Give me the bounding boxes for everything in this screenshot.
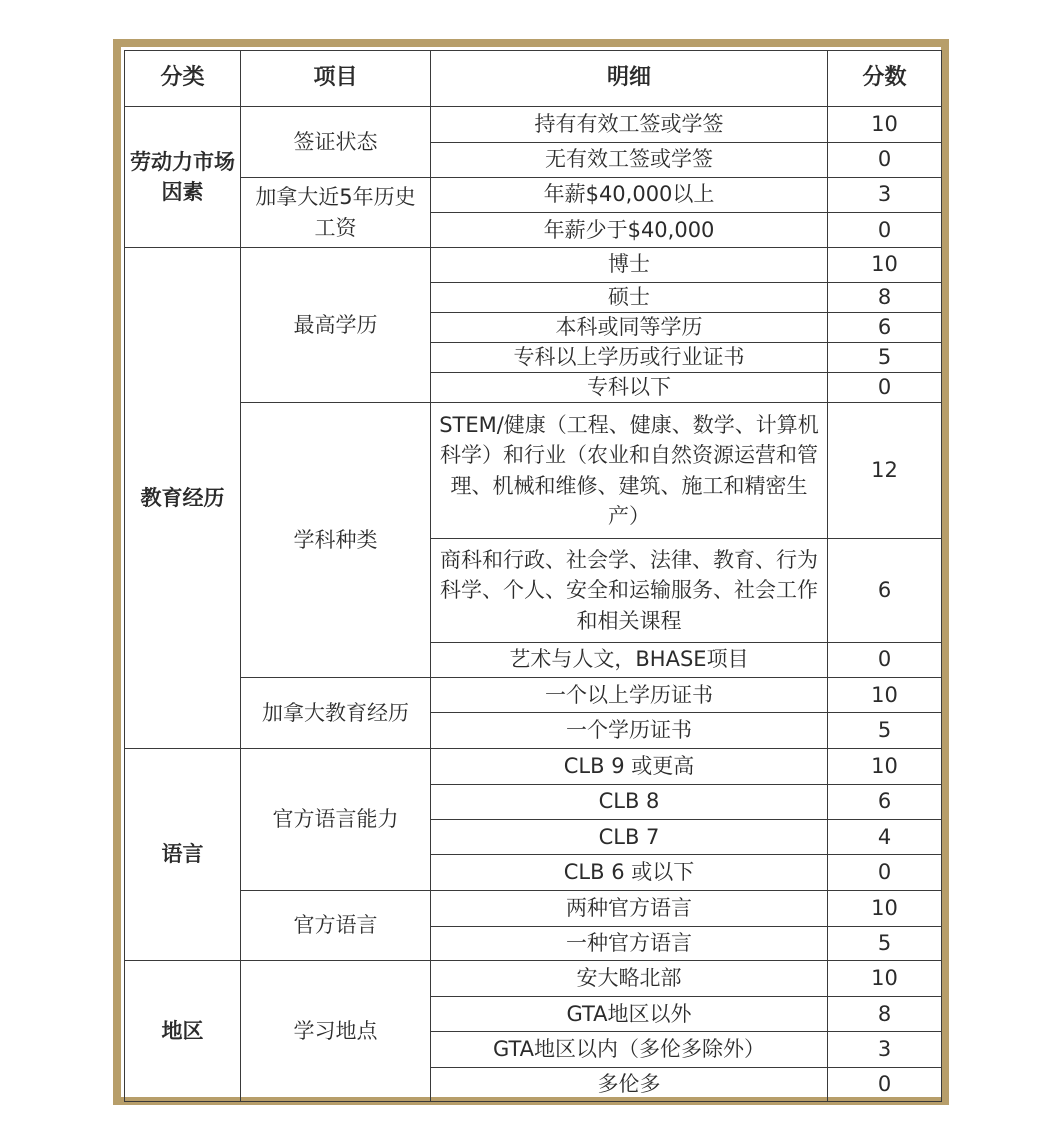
score-cell: 10: [828, 248, 942, 282]
detail-cell: 本科或同等学历: [431, 312, 828, 342]
table-frame: [113, 39, 949, 1105]
detail-cell: CLB 9 或更高: [431, 748, 828, 784]
detail-cell: 持有有效工签或学签: [431, 107, 828, 142]
detail-cell: 年薪$40,000以上: [431, 177, 828, 212]
table-row: [125, 107, 942, 142]
category-cell: 语言: [125, 748, 241, 960]
item-cell: 最高学历: [241, 248, 431, 403]
table-row: [125, 960, 942, 996]
table-row: [125, 177, 942, 212]
item-cell: 学科种类: [241, 403, 431, 678]
table-row: [125, 403, 942, 539]
score-cell: 10: [828, 107, 942, 142]
score-cell: 4: [828, 820, 942, 855]
score-cell: 5: [828, 926, 942, 960]
detail-cell: GTA地区以外: [431, 997, 828, 1032]
score-cell: 10: [828, 960, 942, 996]
header-item: 项目: [241, 51, 431, 107]
score-cell: 5: [828, 342, 942, 372]
detail-cell: CLB 6 或以下: [431, 855, 828, 890]
score-cell: 5: [828, 713, 942, 748]
detail-cell: 博士: [431, 248, 828, 282]
score-cell: 0: [828, 1067, 942, 1101]
detail-cell: 专科以上学历或行业证书: [431, 342, 828, 372]
category-cell: 教育经历: [125, 248, 241, 748]
score-cell: 0: [828, 213, 942, 248]
score-cell: 0: [828, 373, 942, 403]
score-cell: 6: [828, 539, 942, 643]
score-table: [124, 50, 942, 1102]
detail-cell: 安大略北部: [431, 960, 828, 996]
item-cell: 加拿大教育经历: [241, 678, 431, 748]
table-row: [125, 748, 942, 784]
item-cell: 加拿大近5年历史工资: [241, 177, 431, 247]
header-row: [125, 51, 942, 107]
score-cell: 8: [828, 997, 942, 1032]
header-category: 分类: [125, 51, 241, 107]
detail-cell: 年薪少于$40,000: [431, 213, 828, 248]
score-cell: 6: [828, 312, 942, 342]
header-score: 分数: [828, 51, 942, 107]
category-cell: 劳动力市场因素: [125, 107, 241, 248]
detail-cell: CLB 7: [431, 820, 828, 855]
item-cell: 官方语言能力: [241, 748, 431, 890]
score-cell: 0: [828, 642, 942, 677]
detail-cell: 艺术与人文，BHASE项目: [431, 642, 828, 677]
score-cell: 10: [828, 678, 942, 713]
detail-cell: 两种官方语言: [431, 890, 828, 926]
detail-cell: 一个学历证书: [431, 713, 828, 748]
score-cell: 10: [828, 890, 942, 926]
item-cell: 官方语言: [241, 890, 431, 960]
detail-cell: 一个以上学历证书: [431, 678, 828, 713]
category-cell: 地区: [125, 960, 241, 1101]
score-cell: 3: [828, 1032, 942, 1067]
score-cell: 8: [828, 282, 942, 312]
score-cell: 0: [828, 855, 942, 890]
score-cell: 12: [828, 403, 942, 539]
detail-cell: 专科以下: [431, 373, 828, 403]
score-cell: 3: [828, 177, 942, 212]
score-cell: 6: [828, 784, 942, 819]
detail-cell: 多伦多: [431, 1067, 828, 1101]
score-cell: 0: [828, 142, 942, 177]
table-row: [125, 890, 942, 926]
detail-cell: GTA地区以内（多伦多除外）: [431, 1032, 828, 1067]
item-cell: 签证状态: [241, 107, 431, 177]
table-row: [125, 678, 942, 713]
detail-cell: STEM/健康（工程、健康、数学、计算机科学）和行业（农业和自然资源运营和管理、机械和维修、建筑、施工和精密生产）: [431, 403, 828, 539]
item-cell: 学习地点: [241, 960, 431, 1101]
detail-cell: CLB 8: [431, 784, 828, 819]
score-cell: 10: [828, 748, 942, 784]
table-row: [125, 248, 942, 282]
header-detail: 明细: [431, 51, 828, 107]
detail-cell: 商科和行政、社会学、法律、教育、行为科学、个人、安全和运输服务、社会工作和相关课程: [431, 539, 828, 643]
detail-cell: 一种官方语言: [431, 926, 828, 960]
detail-cell: 硕士: [431, 282, 828, 312]
detail-cell: 无有效工签或学签: [431, 142, 828, 177]
